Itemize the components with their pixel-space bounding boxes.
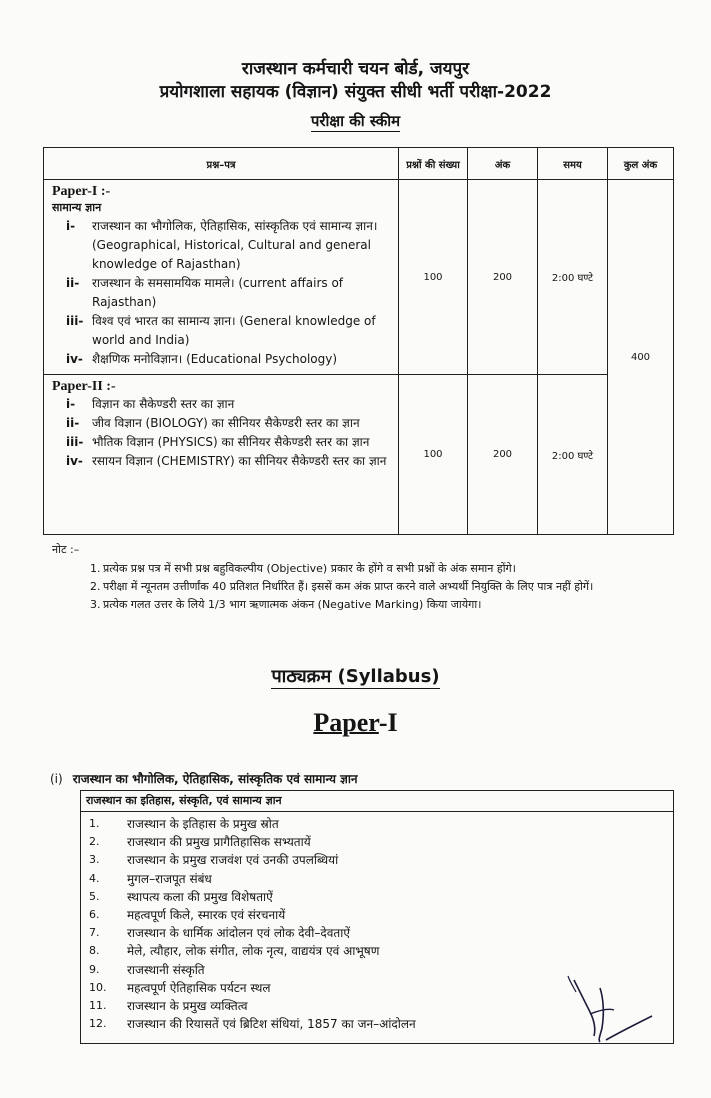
paper-1-item: ii- राजस्थान के समसामयिक मामले। (current affairs of Rajasthan) <box>66 276 344 309</box>
paper-1-cell <box>44 180 399 375</box>
notes-section <box>52 542 678 615</box>
paper-2-item: ii- जीव विज्ञान (BIOLOGY) का सीनियर सैकेण्डरी स्तर का ज्ञान <box>66 416 360 430</box>
paper-2-item: i- विज्ञान का सैकेण्डरी स्तर का ज्ञान <box>66 397 235 411</box>
table-header-row <box>44 148 674 180</box>
list-item: 2. राजस्थान की प्रमुख प्रागैतिहासिक सभ्यतायें <box>89 835 311 850</box>
table-row-paper-2 <box>44 375 674 535</box>
paper-2-questions: 100 <box>399 375 468 535</box>
list-item: 5. स्थापत्य कला की प्रमुख विशेषताऐं <box>89 889 273 904</box>
col-header-marks: अंक <box>468 148 538 180</box>
paper-1-subtitle: सामान्य ज्ञान <box>52 201 102 214</box>
note-item: 2. परीक्षा में न्यूनतम उत्तीर्णांक 40 प्रतिशत निर्धारित हैं। इससें कम अंक प्राप्त करने वाले अभ्यर्थी नियुक्ति के लिए पात्र नहीं होगें। <box>90 580 594 593</box>
table-row-paper-1 <box>44 180 674 375</box>
list-item: 1. राजस्थान के इतिहास के प्रमुख स्रोत <box>89 817 279 831</box>
list-item: 12. राजस्थान की रियासतें एवं ब्रिटिश संधियां, 1857 का जन–आंदोलन <box>89 1017 416 1032</box>
notes-label: नोट :– <box>52 543 80 556</box>
list-item: 9. राजस्थानी संस्कृति <box>89 962 205 977</box>
paper-1-marks: 200 <box>468 180 538 375</box>
list-item: 8. मेले, त्यौहार, लोक संगीत, लोक नृत्य, वाद्ययंत्र एवं आभूषण <box>89 944 380 959</box>
list-item: 6. महत्वपूर्ण किले, स्मारक एवं संरचनायें <box>89 907 286 922</box>
paper-2-item: iii- भौतिक विज्ञान (PHYSICS) का सीनियर सैकेण्डरी स्तर का ज्ञान <box>66 435 370 449</box>
col-header-time: समय <box>538 148 608 180</box>
scheme-heading: परीक्षा की स्कीम <box>310 112 401 130</box>
board-name: राजस्थान कर्मचारी चयन बोर्ड, जयपुर <box>241 59 470 79</box>
list-item: 10. महत्वपूर्ण ऐतिहासिक पर्यटन स्थल <box>89 980 271 995</box>
paper-1-item: iv- शैक्षणिक मनोविज्ञान। (Educational Psychology) <box>66 352 338 366</box>
paper-1-title: Paper-I :- <box>52 184 111 199</box>
paper-1-questions: 100 <box>399 180 468 375</box>
topics-box-title: राजस्थान का इतिहास, संस्कृति, एवं सामान्य ज्ञान <box>81 791 673 812</box>
paper-2-cell <box>44 375 399 535</box>
paper-1-item: i- राजस्थान का भौगोलिक, ऐतिहासिक, सांस्कृतिक एवं सामान्य ज्ञान। (Geographical, Historical, Cultural and general knowledge of Rajasthan) <box>66 219 378 271</box>
list-item: 3. राजस्थान के प्रमुख राजवंश एवं उनकी उपलब्धियां <box>89 853 339 868</box>
col-header-questions: प्रश्नों की संख्या <box>399 148 468 180</box>
paper-2-title: Paper-II :- <box>52 379 116 394</box>
col-header-total: कुल अंक <box>608 148 674 180</box>
section-title: (i) राजस्थान का भौगोलिक, ऐतिहासिक, सांस्कृतिक एवं सामान्य ज्ञान <box>50 772 358 786</box>
exam-scheme-table <box>43 147 674 535</box>
note-item: 3. प्रत्येक गलत उत्तर के लिये 1/3 भाग ऋणात्मक अंकन (Negative Marking) किया जायेगा। <box>90 598 482 611</box>
paper-1-item: iii- विश्व एवं भारत का सामान्य ज्ञान। (General knowledge of world and India) <box>66 314 376 347</box>
syllabus-heading: पाठ्यक्रम (Syllabus) <box>271 666 440 687</box>
exam-title: प्रयोगशाला सहायक (विज्ञान) संयुक्त सीधी भर्ती परीक्षा-2022 <box>159 82 552 102</box>
list-item: 4. मुगल–राजपूत संबंध <box>89 871 212 886</box>
paper-2-time: 2:00 घण्टे <box>538 375 608 535</box>
handwritten-signature <box>560 970 660 1048</box>
col-header-paper: प्रश्न–पत्र <box>44 148 399 180</box>
total-marks: 400 <box>608 180 674 535</box>
paper-1-time: 2:00 घण्टे <box>538 180 608 375</box>
note-item: 1. प्रत्येक प्रश्न पत्र में सभी प्रश्न बहुविकल्पीय (Objective) प्रकार के होंगे व सभी प्रश्नों के अंक समान होंगे। <box>90 562 516 575</box>
list-item: 11. राजस्थान के प्रमुख व्यक्तित्व <box>89 998 248 1013</box>
paper-1-heading: Paper-I <box>313 708 398 737</box>
paper-2-marks: 200 <box>468 375 538 535</box>
paper-2-item: iv- रसायन विज्ञान (CHEMISTRY) का सीनियर सैकेण्डरी स्तर का ज्ञान <box>66 454 387 468</box>
list-item: 7. राजस्थान के धार्मिक आंदोलन एवं लोक देवी–देवताऐं <box>89 926 350 941</box>
